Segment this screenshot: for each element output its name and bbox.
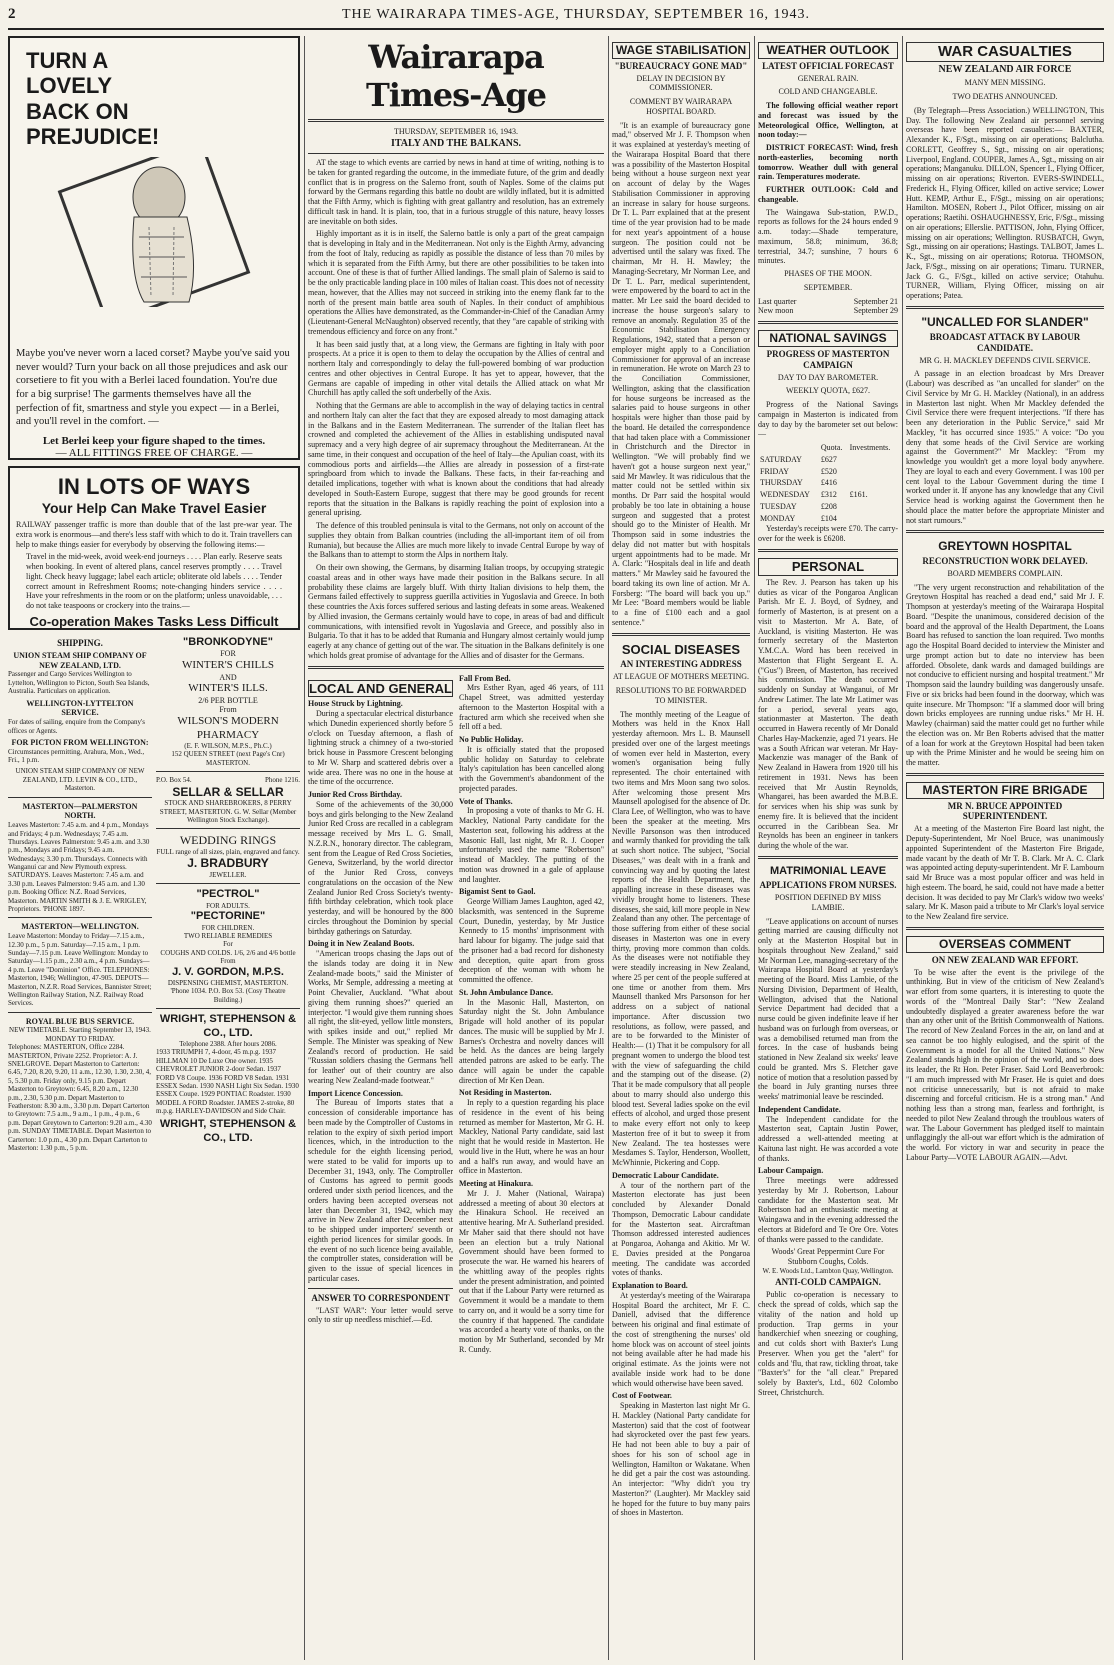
bronkodyne-price: 2/6 PER BOTTLE — [198, 695, 258, 705]
rings-trade: JEWELLER. — [209, 871, 247, 880]
news-item-text: During a spectacular electrical disturbance which Dunedin experienced shortly before 5 o'clock on Tuesday afternoon, a flash of lightning struck a chimney of a two-storied brick house in Passmore Crescent belonging to Mr W. Sharp and scattered debris over a wide area. There was no one in the house at the time of the occurrence. — [308, 709, 453, 787]
news-item-text: Mr J. J. Maher (National, Wairapa) addressed a meeting of about 30 electors at the Hinakura School. He received an attentive hearing. Mr A. Sutherland presided. Mr Maher said that there should not have been an election but a truly National Government should have been formed to prosecute the war. He warned his hearers of the whittling away of the peoples rights under the present administration, and pointed out that if the Labour Party were returned as Government it would be a mandate to them to carry on, and it would be a sorry time for the country if that happened. The candidate was accorded a hearty vote of thanks, on the motion by Mr Sutherland, seconded by Mr R. Cundy. — [459, 1188, 604, 1354]
ad-railway-travel — [8, 466, 300, 630]
timetable2-text: Leave Masterton: Monday to Friday—7.15 a.m., 12.30 p.m., 5 p.m. Saturday—7.15 a.m., 1 p.m. Sunday—7.15 p.m. Leave Wellington: Monday to Saturday—1.15 p.m., 2.30 a.m., 4 p.m. Sundays—4 p.m. Leave "Dominion" Office. TELEPHONES: Masterton, 1946; Wellington, 47-905. DEPOTS—Masterton, N.Z.R. Road Services, Bannister Street; Wellington Railway Station, N.Z. Railway Road Services. — [8, 932, 152, 1008]
fire-sub: MR N. BRUCE APPOINTED SUPERINTENDENT. — [947, 800, 1063, 822]
local-news-columns — [308, 674, 604, 1358]
editorial-paragraph: The defence of this troubled peninsula is vital to the Germans, not only on account of the supplies they obtain from Balkan countries (including the all-important item of oil from Rumania), but because the Allies are much more likely to invade Central Europe by way of the Balkans than to attempt to storm the Alps in northern Italy. — [308, 521, 604, 560]
local-news-right — [459, 674, 604, 1358]
news-item-head: Fall From Bed. — [459, 673, 511, 683]
pharmacy-ads-column — [156, 636, 300, 1152]
table-row: SATURDAY £627 — [760, 454, 837, 464]
shipping-services: Passenger and Cargo Services Wellington to Lyttelton, Wellington to Picton, South Sea Islands, Australia. Particulars on application. — [8, 670, 150, 696]
savings-quota: WEEKLY QUOTA, £627. — [785, 386, 871, 396]
wage-minor: DELAY IN DECISION BY COMMISSIONER. — [636, 73, 726, 93]
anti-cold-text: Public co-operation is necessary to check the spread of colds, which sap the vitality of the nation and hold up production. Trap germs in your handkerchief when sneezing or coughing, and cut colds short with Baxter's Lung Preserver. When you get the "alert" for colds and 'flu, that raw, tickling throat, take "Baxter's" for the "all clear." Prepared solely by Baxter's, Ltd., 602 Colombo Street, Christchurch. — [758, 1290, 898, 1397]
sellar-box: P.O. Box 54. — [156, 776, 192, 785]
shipping-heading: SHIPPING. — [57, 638, 103, 648]
news-item-text: At yesterday's meeting of the Wairarapa Hospital Board the architect, Mr F. C. Daniell, advised that the difference between his original and final estimate of the cost of strengthening the nurses' old home block was on account of steel joints not being available after he had made his original estimate. As the joints were not available inside work had to be done which would otherwise have been saved. — [612, 1290, 750, 1388]
overseas-title: OVERSEAS COMMENT — [906, 936, 1104, 953]
news-item-head: Meeting at Hinakura. — [459, 1179, 533, 1188]
social-minor: AT LEAGUE OF MOTHERS MEETING. — [612, 672, 750, 682]
social-minor2: RESOLUTIONS TO BE FORWARDED TO MINISTER. — [615, 686, 747, 705]
column-advertisements — [8, 36, 300, 1660]
bronkodyne-chemist: (E. F. WILSON, M.P.S., Ph.C.) — [184, 742, 272, 751]
news-item-text: Speaking in Masterton last night Mr G. H. Mackley (National Party candidate for Masterton) said that the cost of footwear had skyrocketed over the past few years. He had not been able to buy a pair of shoes for his son of school age in Wellington, Hamilton or Wakatane. When he did get a pair the cost was astounding. An interjector: "Why didn't you try Masterton?" (Laughter). Mr Mackley said he hoped for the future to buy many pairs of shoes in Masterton. — [612, 1401, 750, 1518]
fire-text: At a meeting of the Masterton Fire Board last night, the Deputy-Superintendent, Mr Noel Bruce, was unanimously appointed Superintendent of the Masterton Fire Brigade, made vacant by the death of Mr T. B. Clark. Mr A. C. Clark was appointed acting deputy-superintendent. Mr F. Lambourn said Mr Bruce was a most popular officer and was held in high esteem. The board, he said, could not have made a better decision. It was decided to pay Mr Clark's widow two weeks' salary. Mr K. Mason paid a tribute to Mr Clark's loyal service to the New Zealand fire service. — [906, 824, 1104, 922]
slander-title: "UNCALLED FOR SLANDER" — [921, 314, 1089, 329]
ad-fittings: — ALL FITTINGS FREE OF CHARGE. — — [55, 447, 253, 460]
ad-travel-body: RAILWAY passenger traffic is more than double that of the last pre-war year. The extra work is enormous—and there's less staff with which to do it. Train travellers can help to make things easier for everybody by observing the following items:— — [16, 520, 292, 549]
editorial-paragraph: Nothing that the Germans are able to accomplish in the way of delaying tactics in central and northern Italy can alter the fact that they are exposed already to most damaging attack in the Balkans and in the Eastern Mediterranean. The surrender of the Italian fleet has crowned and completed the achievement of the Allies in establishing undisputed naval supremacy and a very high degree of air supremacy throughout the Mediterranean. At the same time, in their conquest and occupation of the heel of Italy—the Apulian coast, with its commodious ports and airfields—the Allies are already in possession of a first-rate springboard from which to invade the Balkans. These facts, in their far-reaching and detailed implications, together with what is known about the conditions that had already developed in South-Eastern Europe, suggest that there may be good grounds for recent reports that the situation in the Balkans is rapidly reaching the point of explosion into a general uprising. — [308, 401, 604, 518]
table-header-cell: Quota. — [820, 443, 843, 453]
wage-text: "It is an example of bureaucracy gone mad," observed Mr J. F. Thompson when it was explained at yesterday's meeting of the Wairarapa Hospital Board that there was a possibility of the Masterton Hospital being without a house surgeon next year on account of delay by the Wages Stabilisation Commissioner in approving an increase in salary for house surgeons. Dr T. L. Parr explained that at the present time of the year provision had to be made for next year's appointment of a house surgeon. The position could not be advertised until the salary was fixed. The chairman, Mr H. H. Mawley; the Managing-Secretary, Mr Norman Lee, and Dr T. L. Parr, medical superintendent, were empowered by the board to act in the matter. Mr Lee said the board decided to increase the house surgeon's salary to remove an anomaly. Regulation 35 of the Economic Stabilisation Emergency Regulations, 1942, stated that a person or employer might apply to a Conciliation Commissioner for approval of an increase in remuneration. He wrote on March 23 to the Conciliation Commissioner, Wellington, asking that the classification for house surgeons be increased as the salaries paid to house surgeons in other hospitals were higher than those paid by the board. He detailed the correspondence that had taken place with a Commissioner in Christchurch and the Director in Wellington. "We will probably find we haven't got a house surgeon next year," said Mr Mawley. It was ridiculous that the matter could not be settled within six months. Dr Parr said the hospital would probably be too late in obtaining a house surgeon and suggested that a protest should go to the Minister of Health. Mr Thompson said in some industries the delay did not matter but with hospitals urgent appointments had to be made. Mr A. Clark: "Hospitals deal in life and death matters." Mr Mawley said he favoured the board taking its own line of action. Mr A. Forsberg: "The board will back you up." Mr Lee: "Board members would be liable to a fine of £100 each and a gaol sentence." — [612, 120, 750, 627]
ad-wright-stephenson — [156, 1013, 300, 1145]
news-item-head: No Public Holiday. — [459, 735, 524, 744]
pectrol-phone: 'Phone 1034. P.O. Box 53. (Cosy Theatre Building.) — [170, 987, 286, 1004]
pectrol-ailments: COUGHS AND COLDS. 1/6, 2/6 and 4/6 bottle — [160, 948, 296, 957]
woods-ad-title: Woods' Great Peppermint Cure For Stubborn Coughs, Colds. — [771, 1247, 885, 1267]
news-item-head: Cost of Footwear. — [612, 1391, 672, 1401]
weather-intro: The following official weather report and forecast was issued by the Meteorological Office, Wellington, at noon today:— — [758, 101, 898, 140]
editorial-paragraph: On their own showing, the Germans, by disarming Italian troops, by occupying strategic coastal areas and in other ways have made their position in the Balkans secure. In all probability these claims are largely bluff. With thirty Italian divisions to help them, the Germans failed effectively to suppress guerilla activities in Yugoslavia and Greece. In both these countries the Axis forces suffered serious and lasting defeats in some areas. Weakened by Allied invasion, the Germans certainly would have to cope, in areas of bad and difficult communications, with intensified revolt in Yugoslavia and Greece, and possibly also in Bulgaria. To that it has to be added that Rumania and Hungary almost certainly would jump eagerly at any chance of getting out of the war. The situation in the Balkans definitely is one which holds great promise of advantage for the Allies and of disaster for the Germans. — [308, 563, 604, 660]
ad-tagline: Let Berlei keep your figure shaped to the times. — [42, 435, 266, 448]
moon-month: SEPTEMBER. — [803, 282, 853, 292]
casualties-title: WAR CASUALTIES — [906, 42, 1104, 62]
weather-minor: GENERAL RAIN. — [797, 73, 859, 83]
ad-bronkodyne — [156, 636, 300, 767]
rings-title: WEDDING RINGS — [179, 833, 277, 848]
wage-sub: "BUREAUCRACY GONE MAD" — [614, 60, 748, 71]
weather-minor2: COLD AND CHANGEABLE. — [778, 87, 878, 97]
slander-text: A passage in an election broadcast by Mrs Dreaver (Labour) was described as "an uncalled for slander" on the Civil Service by Mr G. H. Mackley (National), in an address in Masterton last night. When Mr Mackley defended the Civil Service there were frequent interjections. "If there has been any deterioration in the Public Service," said Mr Mackley, "it has occurred since 1935." A voice: "Do you deny that some heads of the Civil Service are working against the Government?" Mr Mackley: "From my knowledge you wouldn't get a more loyal body anywhere. They are loyal to each and every Government. I was 100 per cent loyal to the Labour Government during the time I worked under it. If anyone has any knowledge that any Civil Service head is working against the Government then he should place the matter before the appropriate Minister and not start rumours." — [906, 369, 1104, 525]
column-rule — [304, 36, 305, 1660]
moon-phase: Last quarter — [758, 296, 797, 306]
fire-title: MASTERTON FIRE BRIGADE — [906, 782, 1104, 799]
table-row: WEDNESDAY £312 £161. — [760, 490, 868, 500]
greytown-title: GREYTOWN HOSPITAL — [938, 539, 1072, 554]
local-news-left — [308, 674, 453, 1358]
bronkodyne-line1: WINTER'S CHILLS — [181, 659, 275, 672]
column-wage-social — [612, 36, 750, 1660]
bronkodyne-address: 152 QUEEN STREET (next Page's Cnr) MASTERTON. — [171, 750, 285, 767]
wright-name: WRIGHT, STEPHENSON & CO., LTD. — [159, 1013, 297, 1039]
overseas-text: To be wise after the event is the privilege of the unthinking. But in view of the criticism of New Zealand's war effort from some quarters, it is interesting to quote the words of the "Montreal Daily Star": "New Zealand undoubtedly displayed a greater awareness before the war than any other unit of the British Commonwealth of Nations. The record of New Zealand Forces in the air, on land and at sea cannot be too highly eulogised, and the spirit of the Government is a model for all the United Nations." New Zealand stands high in the opinion of the world, and so does its leader, the Rt Hon. Peter Fraser. Said Lord Beaverbrook: "I am much impressed with Mr Fraser. He is quiet and does not criticise unnecessarily, but is not afraid to make discerning and forceful criticism. He is a strong man." And nothing less than a strong man, fearless and forthright, is needed to pilot New Zealand through the troublous waters of war. The Labour Government has pledged itself to maintain unflaggingly the all-out war effort which is the admiration of the world. For victory in war and security in peace the Labour Party—VOTE LABOUR AGAIN.—Advt. — [906, 967, 1104, 1162]
ad-travel-headline: IN LOTS OF WAYS — [57, 474, 251, 499]
shipping-route2-text: Circumstances permitting, Arahura, Mon., Wed., Fri., 1 p.m. — [8, 747, 145, 765]
corset-illustration-icon — [39, 157, 269, 307]
news-item-text: Three meetings were addressed yesterday by Mr J. Robertson, Labour candidate for the Masterton seat. Mr Robertson had an enthusiastic meeting at Waingawa and in the evening addressed the electors at Bideford and Te Ore Ore. Votes of thanks were passed to the candidate. — [758, 1176, 898, 1244]
timetable1-text: Leaves Masterton: 7.45 a.m. and 4 p.m., Mondays and Fridays; 4 p.m. Wednesdays; 7.45 a.m. Thursdays. Leaves Palmerston: 9.45 a.m. and 3.30 p.m., Mondays and Fridays; 9.45 a.m. Wednesdays; 3.30 p.m. Thursdays. Connects with Wanganui car and New Plymouth express. SATURDAYS. Leaves Masterton: 7.45 a.m. and 3.30 p.m. Leaves Palmerston: 9.45 a.m. and 1.30 p.m. Booking Office: N.Z. Road Services, Masterton. MARTIN SMITH & J. E. WRIGLEY, Proprietors. 'PHONE 1897. — [8, 821, 150, 914]
weather-district: DISTRICT FORECAST: Wind, fresh north-easterlies, becoming north tomorrow. Weather dull with general rain. Temperatures moderate. — [758, 143, 898, 182]
news-item-head: Not Residing in Masterton. — [459, 1088, 552, 1098]
ad-headline: TURN A LOVELY BACK ON PREJUDICE! — [26, 48, 160, 149]
savings-minor: DAY TO DAY BAROMETER. — [777, 372, 879, 382]
moon-row — [758, 297, 898, 307]
news-item-text: In proposing a vote of thanks to Mr G. H. Mackley, National Party candidate for the Masterton seat, following his address at the Masonic Hall, last night, Mr R. J. Cooper unfortunately used the name "Robertson" instead of Mackley. The putting of the motion was drowned in a gale of applause and laughter. — [459, 806, 604, 884]
sellar-desc: STOCK AND SHAREBROKERS, 8 PERRY STREET, MASTERTON. G. W. Sellar (Member Wellington Stock Exchange). — [159, 799, 297, 824]
newspaper-page — [8, 6, 1104, 1660]
woods-ad-small: W. E. Woods Ltd., Lambton Quay, Wellington. — [762, 1266, 894, 1275]
news-item-text: George William James Laughton, aged 42, blacksmith, was sentenced in the Supreme Court, Dunedin, yesterday, by Mr Justice Kennedy to 15 months' imprisonment with hard labour for bigamy. The judge said that the prisoner had a bad record for dishonesty and deception, quite apart from gross deception of the woman with whom he committed the offence. — [459, 897, 604, 984]
greytown-sub: RECONSTRUCTION WORK DELAYED. — [922, 555, 1088, 566]
news-item-text: It is officially stated that the proposed public holiday on Saturday to celebrate Italy's capitulation has been cancelled along with the Government's abandonment of the projected parades. — [459, 744, 604, 793]
shipping-route1-text: For dates of sailing, enquire from the Company's offices or Agents. — [8, 718, 145, 735]
social-text: The monthly meeting of the League of Mothers was held in the Knox Hall yesterday afternoon. Mrs L. B. Maunsell presided over one of the largest meetings of women ever held in Masterton, every women's organisation being fully represented. The choir entertained with two items and Mrs Moon sang two solos. After welcoming those present Mrs Maunsell apologised for the absence of Dr. Clara Lee, of Wellington, who was to have been the speaker at the meeting. Mrs Neville Parsonson was then introduced and warmly thanked for providing the talk at such short notice. The subject, "Social Diseases," was dealt with in a frank and convincing way and by quoting the latest reports of the Health Department, the appalling increase in these diseases was vividly brought home to listeners. These diseases, she said, kill more people in New Zealand than any other. The percentage of those suffering from either of these social diseases in Masterton was one in every thirty, proving more common than colds. As the diseases were not notifiable they were steadily increasing in New Zealand, where 25 per cent of the people suffered at one time or another from them. Mrs Maunsell thanked Mrs Parsonson for her address on a subject of national importance. After discussion two resolutions, as follow, were passed, and are to be forwarded to the Minister of Health:— (1) That it be compulsory for all pregnant women to undergo the blood test with the view of safeguarding the child and the stamping out of the disease. (2) That it be made compulsory that all people about to marry should also undergo this blood test. Several ladies spoke on the evil effects of alcohol, and urged those present to make every effort not only to keep Masterton free of it but to sweep it from New Zealand. The tea hostesses were Mesdames S. Taylor, Henderson, Woollett, McWhinnie, Pickering and Copp. — [612, 709, 750, 1168]
moon-date: September 29 — [853, 306, 898, 316]
pectrol-from: From — [220, 957, 236, 966]
news-item-text: The Independent candidate for the Masterton seat, Captain Justin Power, addressed a well-attended meeting at Kaituna last night. He was accorded a vote of thanks. — [758, 1114, 898, 1163]
shipping-route1: WELLINGTON-LYTTELTON SERVICE. — [26, 698, 134, 718]
casualties-minor: MANY MEN MISSING. — [964, 78, 1046, 88]
weather-further: FURTHER OUTLOOK: Cold and changeable. — [758, 185, 898, 204]
news-item-head: Junior Red Cross Birthday. — [308, 790, 402, 800]
news-item-head: Vote of Thanks. — [459, 796, 513, 806]
bronkodyne-name: "BRONKODYNE" — [183, 636, 273, 648]
news-item-head: Explanation to Board. — [612, 1281, 688, 1291]
newspaper-flag: Wairarapa Times-Age — [365, 38, 547, 114]
savings-title: NATIONAL SAVINGS — [758, 330, 898, 347]
table-row: TUESDAY £208 — [760, 501, 837, 511]
table-row: FRIDAY £520 — [760, 466, 837, 476]
casualties-minor2: TWO DEATHS ANNOUNCED. — [952, 92, 1058, 102]
ad-travel-list: Travel in the mid-week, avoid week-end journeys . . . . Plan early. Reserve seats when booking. In event of altered plans, cancel reserves promptly . . . . Travel light. Check heavy luggage; label each article; obliterate old labels . . . . Tender correct amount in Refreshment Rooms; note-changing hinders service . . . . Have your refreshments in the room or on the platform; unless unavoidable, . . . do not take teaspoons or crockery into the trains.— — [26, 552, 283, 610]
bronkodyne-from: From — [219, 705, 237, 715]
shipping-and-ads — [8, 636, 300, 1152]
moon-title: PHASES OF THE MOON. — [784, 269, 872, 279]
sellar-name: SELLAR & SELLAR — [172, 784, 284, 799]
matrimonial-text: "Leave applications on account of nurses getting married are causing difficulty not only at the Masterton Hospital but in hospitals throughout New Zealand," said Mr Norman Lee, managing-secretary of the Wairarapa Hospital Board at yesterday's meeting of the Board. Miss Lambie, of the Nursing Division, Department of Health, Wellington, advised that the National Service Department had decided that a nurse could be given indefinite leave if her husband was on furlough from overseas, or was a demobilised returned man from the forces. In the case of husbands being stationed in New Zealand six weeks' leave could be granted. Mrs S. Fletcher gave notice of motion that a resolution passed by the board in July granting nurses three weeks' matrimonial leave be rescinded. — [758, 916, 898, 1102]
page-masthead — [8, 6, 1104, 30]
column-weather-savings — [758, 36, 898, 1660]
page-header-title: THE WAIRARAPA TIMES-AGE, THURSDAY, SEPTEMBER 16, 1943. — [341, 7, 811, 22]
table-row: MONDAY £104 — [760, 513, 837, 523]
news-item-head: Labour Campaign. — [758, 1166, 824, 1176]
news-item-head: Independent Candidate. — [758, 1104, 841, 1114]
pectrol-name1: "PECTROL" — [196, 888, 260, 901]
personal-title: PERSONAL — [758, 558, 898, 576]
ad-wedding-rings — [156, 833, 300, 879]
shipping-column — [8, 636, 152, 1152]
ad-body: Maybe you've never worn a laced corset? Maybe you've said you never would? Turn your back on all those prejudices and ask our corsetiere to fit you with a Berlei laced foundation. You're due for a big surprise! The garments themselves have all the perfection of fit, smartness and style you expect — in a Berlei, and you'll revel in the comfort. — — [16, 348, 290, 428]
news-item-text: In the Masonic Hall, Masterton, on Saturday night the St. John Ambulance Brigade will hold another of its popular dances. The music will be supplied by Mr J. Barnes's Orchestra and novelty dances will be held. As the dances are being largely attended patrons are asked to be early. The dance will again be under the capable direction of Mr Ken Dean. — [459, 997, 604, 1085]
column-rule — [754, 36, 755, 1660]
table-row: THURSDAY £416 — [760, 478, 837, 488]
news-item-head: House Struck by Lightning. — [308, 699, 403, 709]
answer-title: ANSWER TO CORRESPONDENT — [311, 1292, 450, 1303]
timetable3-sub: NEW TIMETABLE. Starting September 13, 1943. MONDAY TO FRIDAY. — [9, 1026, 151, 1043]
column-casualties — [906, 36, 1104, 1660]
bronkodyne-for: FOR — [220, 649, 236, 659]
moon-phase: New moon — [758, 306, 794, 316]
weather-title: WEATHER OUTLOOK — [758, 42, 898, 59]
moon-row — [758, 306, 898, 316]
weather-obs: The Waingawa Sub-station, P.W.D., reports as follows for the 24 hours ended 9 a.m. today:—Shade temperature, maximum, 58.8; minimum, 36.8; terrestrial, 34.7; sunshine, 7 hours 6 minutes. — [758, 207, 898, 266]
shipping-company: UNION STEAM SHIP COMPANY OF NEW ZEALAND, LTD. — [13, 650, 147, 670]
editorial-paragraph: It has been said justly that, at a long view, the Germans are fighting in Italy with poor prospects. At a price it is open to them to delay the occupation by the Allies of central and northern Italy and correspondingly to delay the full-powered bombing of war production centres and other objectives in Central Europe. It has yet to appear, however, that the Germans are capable of impeding in other vital details the Allied attack on what Mr Churchill has aptly called the soft underbelly of the Axis. — [308, 339, 604, 398]
news-item-head: Democratic Labour Candidate. — [612, 1170, 719, 1180]
wright-phone: Telephone 2388. After hours 2086. — [179, 1039, 277, 1048]
bronkodyne-and: AND — [219, 672, 237, 682]
casualties-text: (By Telegraph—Press Association.) WELLINGTON, This Day. The following New Zealand air personnel serving overseas have been reported casualties:— BAXTER, Alexander K., F/Sgt., missing on air operations; Balclutha. CORLETT, Geoffrey S., Sgt., missing on air operations; Liverpool, England. COUPER, James A., Sgt., missing on air operations; Manganuku. DILLON, Spencer I., Flying Officer, missing on air operations; Riverton. EVERS-SWINDELL, Frederick H., Flying Officer, killed on active service; Lower Hutt. KEMP, Arthur E., F/Sgt., missing on air operations; Hamilton. MOSEN, Robert J., Pilot Officer, missing on air operations; Raetihi. OSHAUGHNESSY, Eric, F/Sgt., missing on air operations; Ellerslie. PATTISON, John, Flying Officer, missing on air operations; Wellington. RUSBATCH, Gwyn, Sgt., missing on air operations; Hastings. TALBOT, James L. K., Sgt., missing on air operations; Rotorua. THOMSON, Jack, F/Sgt., missing on air operations; Timaru. TURNER, Jack G. G., F/Sgt., killed on active service; Otahuhu. TURNER, William, Flying Officer, missing on air operations; Patea. — [906, 105, 1104, 301]
rings-name: J. BRADBURY — [187, 856, 269, 871]
local-general-title: LOCAL AND GENERAL — [309, 680, 452, 696]
news-item-head: St. John Ambulance Dance. — [459, 987, 554, 997]
table-header-cell: Investments. — [849, 443, 891, 453]
weather-sub: LATEST OFFICIAL FORECAST — [762, 60, 894, 71]
matrimonial-title: MATRIMONIAL LEAVE — [769, 864, 887, 877]
news-item-head: Import Licence Concession. — [308, 1088, 403, 1098]
ad-travel-footer: Co-operation Makes Tasks Less Difficult — [29, 613, 279, 629]
shipping-route2: FOR PICTON FROM WELLINGTON: — [11, 737, 149, 747]
editorial-body — [308, 158, 604, 661]
pectrol-for1: FOR ADULTS. — [206, 901, 250, 910]
savings-footer: Yesterday's receipts were £70. The carry-over for the week is £6208. — [758, 524, 898, 544]
page-number: 2 — [8, 6, 16, 22]
news-item-text: "American troops chasing the Japs out of the islands today are doing it in New Zealand-made boots," said the Minister of Works, Mr Semple, addressing a meeting at Point Chevalier, Auckland. "What about giving them running shoes?" queried an interjector. "I would give them running shoes all right, the slit-eyed, yellow little monsters, with spikes inside and out," replied Mr Semple. The Minister was speaking of New Zealand's record of production. He said "Russian soldiers chasing the Germans 'hell for leather' out of their country are also wearing New Zealand-made footwear." — [308, 949, 453, 1085]
savings-barometer-table — [758, 442, 898, 524]
pectrol-name3: J. V. GORDON, M.P.S. — [172, 965, 284, 978]
news-item-text: The Bureau of Imports states that a concession of considerable importance has been made by the Comptroller of Customs in relation to the expiry of sixth period import licences, which, in the introduction to the schedule for the eighth licensing period, were stated to be valid for imports up to December 31, 1943, only. The Comptroller of Customs has agreed to permit goods ordered under sixth period licences, and the orders having been accepted overseas not later than December 31, 1942, which may arrive in New Zealand after December next to be shipped under importers' seventh or eighth period licences for similar goods. In the event of no such licence being available, the comptroller states, consideration will be given to the issue of special licences in particular cases. — [308, 1098, 453, 1283]
greytown-text: "The very urgent reconstruction and rehabilitation of the Greytown Hospital has reached a dead end," said Mr J. F. Thompson at yesterday's meeting of the Wairarapa Hospital Board. "Despite the unanimous, considered decision of the board and the approval of the Health Department, the Loans Board has refused to sanction the loan required. Two months ago the Hospital Board decided to interview the Minister and urge prompt action but to date no interview has been afforded. Obsolete, dank wards and damaged buildings are not conducive to efficient nursing and hospital treatment." Mr Thompson said the laundry building was dangerously unsafe. Five or six bricks had been found in the doorway, which was quite insecure. Mr Thompson: "If a slammed door will bring down bricks employees are running undue risks." Mr H. H. Mawley (chairman) said the matter could get no further while the election was on. Mr Ben Roberts advised that the matter of a loan for work at the Greytown Hospital had been taken up with the Prime Minister and he would be seeing him on the matter. — [906, 582, 1104, 768]
pectrol-for2: FOR CHILDREN. — [201, 923, 255, 932]
slander-sub: BROADCAST ATTACK BY LABOUR CANDIDATE. — [929, 331, 1081, 353]
wright-footer: WRIGHT, STEPHENSON & CO., LTD. — [159, 1118, 297, 1144]
slander-minor: MR G. H. MACKLEY DEFENDS CIVIL SERVICE. — [919, 355, 1091, 365]
news-item-head: Bigamist Sent to Gaol. — [459, 887, 536, 897]
editorial-title: ITALY AND THE BALKANS. — [390, 138, 522, 149]
ad-travel-subhead: Your Help Can Make Travel Easier — [41, 500, 267, 516]
savings-sub: PROGRESS OF MASTERTON CAMPAIGN — [766, 348, 890, 370]
news-item-text: In reply to a question regarding his place of residence in the event of his being returned as member for Masterton, Mr G. H. Mackley, National Party candidate, said last night that he would reside in Masterton. He would live in the Hutt, where he was an hour and a half's run away, and would have an office in Masterton. — [459, 1098, 604, 1176]
timetable2-title: MASTERTON—WELLINGTON. — [21, 922, 139, 932]
editorial-paragraph: AT the stage to which events are carried by news in hand at time of writing, nothing is to be taken for granted regarding the outcome, in the immediate future, of the grim and deadly conflict that is in progress on the Salerno front, south of Naples. Some of the claims put forward by the Germans regarding this battle no doubt are wildly inflated, but it is admitted that the Fifth Army, which is fighting with great gallantry and resolution, has an extremely difficult task in hand. It is plain, too, that in a furious struggle of this nature, heavy losses are inevitable on both sides. — [308, 158, 604, 226]
pectrol-for3: For — [223, 940, 233, 949]
ad-berlei-corset — [8, 36, 300, 460]
ad-pectrol — [156, 888, 300, 1004]
timetable3-title: ROYAL BLUE BUS SERVICE. — [25, 1016, 135, 1026]
bronkodyne-store: WILSON'S MODERN PHARMACY — [177, 715, 279, 741]
pectrol-desc: TWO RELIABLE REMEDIES — [183, 932, 273, 941]
editorial-date: THURSDAY, SEPTEMBER 16, 1943. — [393, 127, 519, 136]
timetable1-title: MASTERTON—PALMERSTON NORTH. — [22, 801, 138, 821]
wright-cars: 1933 TRIUMPH 7, 4-door, 45 m.p.g. 1937 HILLMAN 10 De Luxe One owner. 1935 CHEVROLET JUNIOR 2-door Sedan. 1937 FORD V8 Coupe. 1936 FORD V8 Sedan. 1931 ESSEX Sedan. 1930 NASH Light Six Sedan. 1930 ESSEX Coupe. 1929 PONTIAC Roadster. 1930 MODEL A FORD Roadster. JAMES 2-stroke, 80 m.p.g. HARLEY-DAVIDSON and Side Chair. — [156, 1048, 299, 1116]
savings-text: Progress of the National Savings campaign in Masterton is indicated from day to day by the barometer set out below:— — [758, 400, 898, 439]
table-header — [758, 442, 898, 454]
rings-text: FULL range of all sizes, plain, engraved and fancy. — [156, 848, 300, 857]
moon-date: September 21 — [853, 296, 898, 306]
news-item-text: A tour of the northern part of the Masterton electorate has just been concluded by Alexander Donald Thompson, Democratic Labour candidate for the Masterton seat. Aircraftman Thomson addressed interested audiences at Pongaroa, Aohanga and Akitio. Mr W. E. Davies presided at the Pongaroa meeting. The candidate was accorded votes of thanks. — [612, 1180, 750, 1278]
column-rule — [902, 36, 903, 1660]
social-title: SOCIAL DISEASES — [621, 641, 741, 657]
social-sub: AN INTERESTING ADDRESS — [620, 659, 742, 670]
personal-text: The Rev. J. Pearson has taken up his duties as vicar of the Pongaroa Anglican Parish. Mr E. J. Boyd, of Sydney, and formerly of Masterton, is at present on a visit to Masterton. Mr A. Bate, of Auckland, is visiting Masterton. He was formerly secretary of the Masterton Y.M.C.A. Word has been received in Masterton that Flight Sergeant E. A. ("Gus") Breen, of Masterton, has received his commission. The death occurred suddenly on Sunday at Wanganui, of Mr Andrew Latimer. The late Mr Latimer was for a period, several years ago, stationmaster at Masterton. The death occurred in Hawera recently of Mr Donald Charles Hay-Mackenzie, aged 71 years. He was a South African war veteran. Mr Hay-Mackenzie was manager of the Bank of New Zealand in Hawera from 1920 till his retirement in 1931. News has been received that Mr Austin Reynolds, Whangarei, has been awarded the M.B.E. for services when his ship was sunk by enemy fire. It is believed that the incident occurred in the Caribbean Sea. Mr Reynolds has been an engineer in tankers during the whole of the war. — [758, 577, 898, 851]
shipping-agents: UNION STEAM SHIP COMPANY OF NEW ZEALAND, LTD. LEVIN & CO., LTD., Masterton. — [15, 767, 145, 793]
matrimonial-minor: POSITION DEFINED BY MISS LAMBIE. — [774, 893, 882, 912]
news-item-text: Some of the achievements of the 30,000 boys and girls belonging to the New Zealand Junior Red Cross are recalled in a cablegram message received by Mrs L. G. Small, N.Z.R.N., honorary director. The cablegram, sent from the League of Red Cross Societies, Geneva, Switzerland, by the world director of the Junior Red Cross, conveys congratulations on the occasion of the New Zealand Junior Red Cross Society's twenty-fifth birthday celebration, which took place yesterday, and will be honoured by the 800 circles throughout the Dominion by special birthday gatherings on Saturday. — [308, 799, 453, 936]
wage-title: WAGE STABILISATION — [612, 42, 750, 59]
matrimonial-sub: APPLICATIONS FROM NURSES. — [759, 880, 897, 891]
column-rule — [608, 36, 609, 1660]
bronkodyne-line2: WINTER'S ILLS. — [188, 682, 268, 695]
editorial-paragraph: Highly important as it is in itself, the Salerno battle is only a part of the great campaign that is developing in Italy and in the Mediterranean. Not only is the Eighth Army, advancing from the foot of Italy, reducing as rapidly as possible the distance of less than 70 miles by which it is separated from the Fifth Army, but there are other possibilities to be taken into account. One of these is that of further Allied landings. The small plain of Salerno is said to be the only practicable landing place in 100 miles of Italian coast. This does not of necessity mean, however, that the Allies may not succeed in striking into the enemy flank far to the north of the present main battle area south of Naples. In their conduct of amphibious operations the Allies have demonstrated, as the Commander-in-Chief of the Canadian Army (Lieutenant-General McNaughton) observed recently, that they "are capable of striking with tremendous efficiency and force on any front." — [308, 229, 604, 336]
casualties-sub: NEW ZEALAND AIR FORCE — [938, 64, 1072, 76]
greytown-minor: BOARD MEMBERS COMPLAIN. — [947, 568, 1063, 578]
overseas-sub: ON NEW ZEALAND WAR EFFORT. — [931, 954, 1079, 965]
wage-minor2: COMMENT BY WAIRARAPA HOSPITAL BOARD. — [629, 97, 733, 116]
news-item-head: Doing it in New Zealand Boots. — [308, 939, 415, 949]
anti-cold-title: ANTI-COLD CAMPAIGN. — [775, 1277, 881, 1288]
ad-sellar — [156, 776, 300, 824]
pectrol-chemist: DISPENSING CHEMIST, MASTERTON. — [167, 978, 289, 987]
column-editorial — [308, 36, 604, 1660]
news-item-text: Mrs Esther Ryan, aged 46 years, of 111 Chapel Street, was admitted yesterday afternoon to the Masterton Hospital with a fractured arm which she received when she fell off a bed. — [459, 683, 604, 732]
timetable3-text: Telephones: MASTERTON, Office 2284. MASTERTON, Private 2252. Proprietor: A. J. SNELGROVE. Depart Masterton to Carterton: 6.45, 7.20, 8.20, 9.20, 11 a.m., 12.30, 1.30, 2.30, 4, 5, 5.30 p.m. Friday only, 9.15 p.m. Depart Masterton to Greytown: 6.45, 8.20 a.m., 12.30 p.m., 2.30, 5.30 p.m. Depart Masterton to Featherston: 8.30 a.m., 3.30 p.m. Depart Carterton to Greytown: 7.5 a.m., 9 a.m., 1 p.m., 4 p.m., 6 p.m. Depart Greytown to Carterton: 9.20 a.m., 4.30 p.m. SUNDAY TIMETABLE. Depart Masterton to Carterton: 1.0 p.m., 4.30 p.m. Depart Carterton to Masterton: 1.30 p.m., 5 p.m. — [8, 1043, 152, 1152]
answer-text: "LAST WAR": Your letter would serve only to stir up needless mischief.—Ed. — [308, 1305, 453, 1325]
pectrol-name2: "PECTORINE" — [190, 910, 266, 923]
sellar-phone: Phone 1216. — [265, 776, 300, 785]
